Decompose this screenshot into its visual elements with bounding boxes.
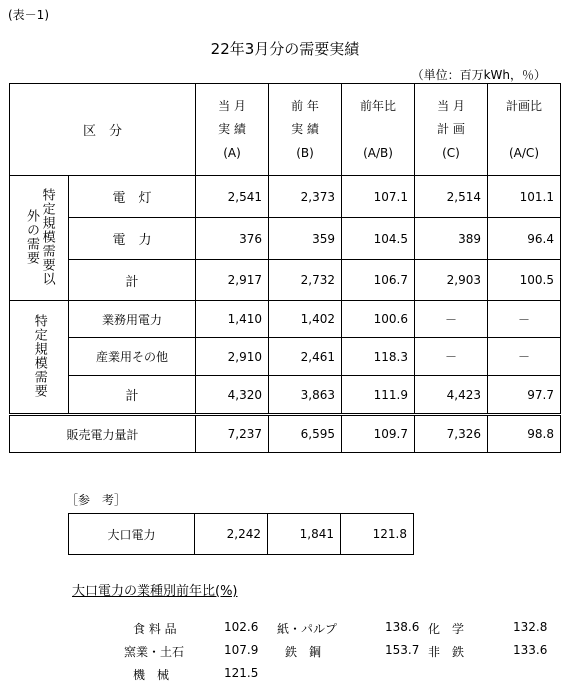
industry-value: 107.9 — [224, 643, 259, 657]
col-a-bot: (A) — [223, 146, 241, 160]
col-b-bot: (B) — [296, 146, 314, 160]
value-b: 3,863 — [269, 376, 342, 415]
value-c: 2,903 — [415, 260, 488, 301]
value-ab: 104.5 — [342, 218, 415, 260]
industry-value: 121.5 — [224, 666, 259, 680]
total-a: 7,237 — [196, 415, 269, 453]
table-row — [10, 176, 561, 218]
industry-value: 102.6 — [224, 620, 259, 634]
table-row — [10, 218, 561, 260]
reference-value-ab: 121.8 — [341, 514, 414, 555]
industry-name: 化 学 — [428, 622, 465, 636]
col-b-top: 前 年 — [291, 99, 319, 113]
value-ab: 106.7 — [342, 260, 415, 301]
reference-row — [69, 514, 414, 555]
industry-name: 鉄 鋼 — [285, 645, 322, 659]
value-ac: 101.1 — [488, 176, 561, 218]
value-a: 376 — [196, 218, 269, 260]
col-a-top: 当 月 — [218, 99, 246, 113]
column-header-ab — [342, 84, 415, 176]
column-header-b — [269, 84, 342, 176]
group2-label: 特定規模需要 — [31, 313, 47, 398]
industry-section-title: 大口電力の業種別前年比(%) — [72, 584, 238, 599]
category-header: 区 分 — [10, 84, 196, 176]
row-label: 電 灯 — [69, 176, 196, 218]
industry-name: 機 械 — [133, 668, 170, 682]
value-ab: 111.9 — [342, 376, 415, 415]
value-a: 2,541 — [196, 176, 269, 218]
total-b: 6,595 — [269, 415, 342, 453]
industry-name: 窯業・土石 — [124, 645, 185, 659]
industry-value: 132.8 — [513, 620, 548, 634]
table-header-row — [10, 84, 561, 176]
industry-value: 133.6 — [513, 643, 548, 657]
value-ac: 97.7 — [488, 376, 561, 415]
value-b: 2,732 — [269, 260, 342, 301]
row-label: 電 力 — [69, 218, 196, 260]
col-ac-bot: (A/C) — [509, 146, 539, 160]
industry-value: 138.6 — [385, 620, 420, 634]
unit-label: （単位：百万kWh，％） — [411, 68, 546, 82]
col-a-mid: 実 績 — [218, 122, 246, 136]
value-a: 4,320 — [196, 376, 269, 415]
value-c: － — [415, 301, 488, 338]
value-a: 1,410 — [196, 301, 269, 338]
col-ab-bot: (A/B) — [363, 146, 393, 160]
value-c: － — [415, 338, 488, 376]
industry-name: 非 鉄 — [428, 645, 465, 659]
industry-name: 食 料 品 — [133, 622, 177, 636]
column-header-ac — [488, 84, 561, 176]
reference-value-b: 1,841 — [268, 514, 341, 555]
industry-value: 153.7 — [385, 643, 420, 657]
value-c: 389 — [415, 218, 488, 260]
page-title: 22年3月分の需要実績 — [210, 40, 360, 58]
total-label: 販売電力量計 — [10, 415, 196, 453]
col-ac-top: 計画比 — [505, 99, 542, 113]
group1-label: 特定規模需要以外の需要 — [24, 187, 55, 286]
reference-table — [68, 513, 414, 555]
value-ab: 107.1 — [342, 176, 415, 218]
reference-row-label: 大口電力 — [69, 514, 195, 555]
row-label: 業務用電力 — [69, 301, 196, 338]
col-c-bot: (C) — [442, 146, 460, 160]
group2-label-cell — [10, 301, 69, 415]
value-a: 2,910 — [196, 338, 269, 376]
row-label: 計 — [69, 260, 196, 301]
column-header-a — [196, 84, 269, 176]
demand-table — [9, 83, 561, 453]
table-row — [10, 338, 561, 376]
value-b: 2,461 — [269, 338, 342, 376]
value-ab: 118.3 — [342, 338, 415, 376]
reference-label: ［参 考］ — [66, 493, 127, 507]
column-header-c — [415, 84, 488, 176]
table-number-label: (表－1) — [8, 8, 49, 22]
value-b: 359 — [269, 218, 342, 260]
table-row — [10, 301, 561, 338]
row-label: 産業用その他 — [69, 338, 196, 376]
total-row — [10, 415, 561, 453]
value-c: 2,514 — [415, 176, 488, 218]
total-c: 7,326 — [415, 415, 488, 453]
value-ac: 100.5 — [488, 260, 561, 301]
col-c-mid: 計 画 — [437, 122, 465, 136]
reference-value-a: 2,242 — [195, 514, 268, 555]
row-label: 計 — [69, 376, 196, 415]
value-ab: 100.6 — [342, 301, 415, 338]
total-ac: 98.8 — [488, 415, 561, 453]
value-ac: － — [488, 338, 561, 376]
total-ab: 109.7 — [342, 415, 415, 453]
value-a: 2,917 — [196, 260, 269, 301]
col-b-mid: 実 績 — [291, 122, 319, 136]
table-row — [10, 376, 561, 415]
value-b: 2,373 — [269, 176, 342, 218]
value-b: 1,402 — [269, 301, 342, 338]
value-c: 4,423 — [415, 376, 488, 415]
value-ac: 96.4 — [488, 218, 561, 260]
industry-name: 紙・パルプ — [277, 622, 338, 636]
value-ac: － — [488, 301, 561, 338]
table-row — [10, 260, 561, 301]
col-c-top: 当 月 — [437, 99, 465, 113]
group1-label-cell — [10, 176, 69, 301]
col-ab-top: 前年比 — [359, 99, 396, 113]
